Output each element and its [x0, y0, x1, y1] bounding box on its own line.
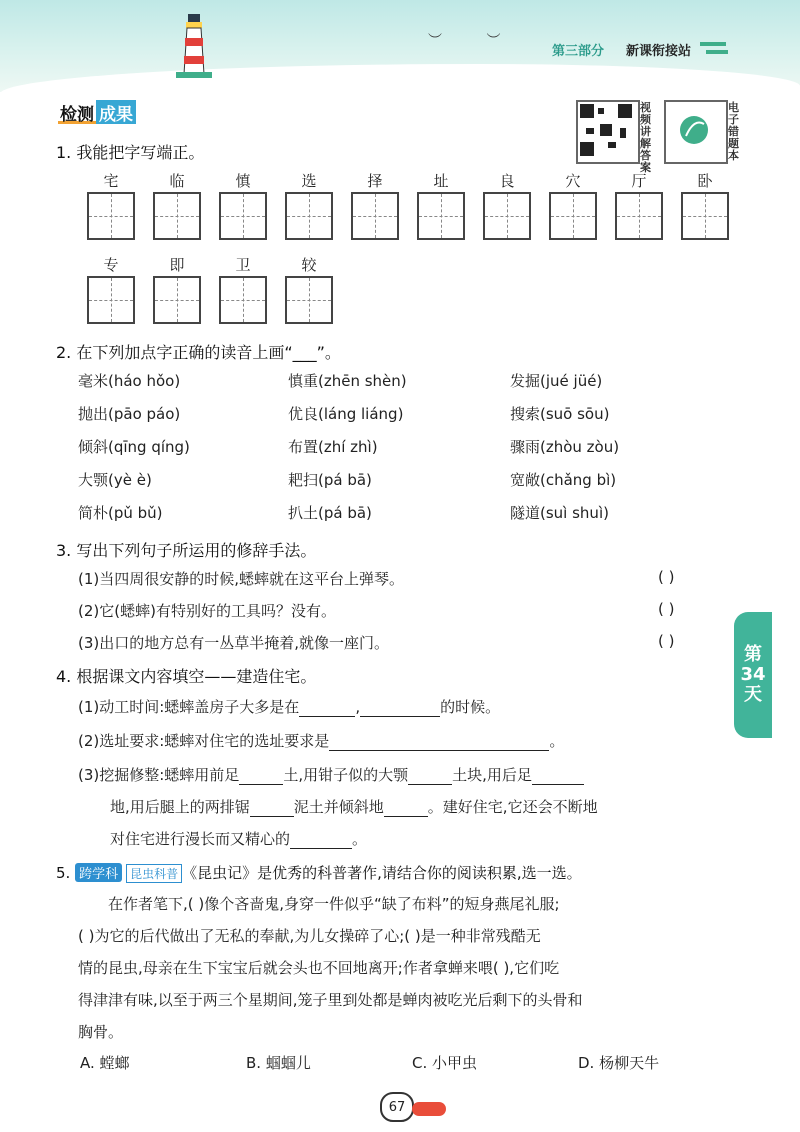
char-cell: [474, 170, 540, 240]
side-tab-b: 34: [740, 664, 766, 685]
q3-sentence: (2)它(蟋蟀)有特别好的工具吗？没有。: [78, 602, 336, 620]
fill-blank[interactable]: [290, 832, 352, 849]
q4-line4: [110, 796, 598, 817]
q5-line: ( )为它的后代做出了无私的奉献,为儿女操碎了心;( )是一种非常残酷无: [78, 927, 541, 945]
answer-paren[interactable]: ( ): [658, 568, 675, 586]
option-d[interactable]: D. 杨柳天牛: [578, 1054, 660, 1072]
char-label: 专: [103, 256, 119, 274]
q4-line5: [110, 828, 367, 849]
writing-box[interactable]: [549, 192, 597, 240]
q4-text: 对住宅进行漫长而又精心的: [110, 830, 291, 848]
q4-title: 4. 根据课文内容填空——建造住宅。: [56, 667, 317, 686]
q4-text: 土块,用后足: [452, 766, 532, 784]
char-cell: [210, 254, 276, 324]
char-cell: [276, 170, 342, 240]
pinyin-item[interactable]: 优良(láng liáng): [288, 405, 404, 423]
q4-text: 地,用后腿上的两排锯: [110, 798, 250, 816]
header-deco-icon: [700, 36, 730, 56]
pinyin-item[interactable]: 搜索(suō sōu): [510, 405, 610, 423]
section-title: [58, 100, 136, 124]
q4-text: 。: [352, 830, 368, 848]
q1-row1: [78, 170, 738, 240]
q4-line3: [78, 764, 584, 785]
q4-text: ,: [355, 698, 361, 716]
q5-passage: [78, 888, 728, 1048]
lighthouse-icon: [176, 14, 212, 78]
char-cell: [78, 254, 144, 324]
char-cell: [144, 170, 210, 240]
section-title-a: 检测: [58, 100, 96, 124]
q3-sentence: (1)当四周很安静的时候,蟋蟀就在这平台上弹琴。: [78, 570, 405, 588]
q5-line: 情的昆虫,母亲在生下宝宝后就会头也不回地离开;作者拿蝉来喂( ),它们吃: [78, 959, 560, 977]
pinyin-item[interactable]: 抛出(pāo páo): [78, 405, 181, 423]
section-title-b: 成果: [96, 100, 136, 124]
fill-blank[interactable]: [384, 800, 428, 817]
answer-paren[interactable]: ( ): [658, 600, 675, 618]
pinyin-item[interactable]: 隧道(suì shuì): [510, 504, 609, 522]
writing-box[interactable]: [219, 276, 267, 324]
header-title: 新课衔接站: [626, 44, 692, 59]
writing-box[interactable]: [285, 192, 333, 240]
q4-text: (1)动工时间:蟋蟀盖房子大多是在: [78, 698, 300, 716]
writing-box[interactable]: [87, 276, 135, 324]
char-cell: [342, 170, 408, 240]
q5-line: 在作者笔下,( )像个吝啬鬼,身穿一件似乎“缺了布料”的短身燕尾礼服;: [108, 895, 560, 913]
char-cell: [78, 170, 144, 240]
writing-box[interactable]: [219, 192, 267, 240]
pinyin-item[interactable]: 扒土(pá bā): [288, 504, 372, 522]
fill-blank[interactable]: [408, 768, 452, 785]
pinyin-item[interactable]: 倾斜(qīng qíng): [78, 438, 190, 456]
q1-row2: [78, 254, 342, 324]
q4-text: 。建好住宅,它还会不断地: [427, 798, 598, 816]
char-cell: [672, 170, 738, 240]
writing-box[interactable]: [417, 192, 465, 240]
q4-line2: [78, 730, 564, 751]
char-label: 良: [499, 172, 515, 190]
q3-title: 3. 写出下列句子所运用的修辞手法。: [56, 541, 317, 560]
writing-box[interactable]: [153, 192, 201, 240]
q4-text: 土,用钳子似的大颚: [283, 766, 409, 784]
q4-text: (2)选址要求:蟋蟀对住宅的选址要求是: [78, 732, 330, 750]
pinyin-item[interactable]: 大颚(yè è): [78, 471, 152, 489]
q4-line1: [78, 696, 500, 717]
char-label: 卧: [697, 172, 713, 190]
q5-line: 胸骨。: [78, 1023, 124, 1041]
writing-box[interactable]: [483, 192, 531, 240]
birds-icon: ︶ ︶: [428, 33, 521, 49]
qr-label-video: 视频讲解答案: [640, 101, 651, 174]
char-label: 穴: [565, 172, 581, 190]
q4-text: 。: [549, 732, 565, 750]
char-label: 即: [169, 256, 185, 274]
side-tab-a: 第: [744, 644, 762, 665]
writing-box[interactable]: [87, 192, 135, 240]
writing-box[interactable]: [153, 276, 201, 324]
fill-blank[interactable]: [329, 734, 549, 751]
qr-label-mistakes: 电子错题本: [728, 101, 739, 162]
writing-box[interactable]: [351, 192, 399, 240]
q1-title: 1. 我能把字写端正。: [56, 143, 205, 162]
char-label: 址: [433, 172, 449, 190]
pinyin-item[interactable]: 简朴(pǔ bǔ): [78, 504, 163, 522]
q5-line: 得津津有味,以至于两三个星期间,笼子里到处都是蝉肉被吃光后剩下的头骨和: [78, 991, 583, 1009]
char-label: 慎: [235, 172, 251, 190]
qr-pattern-icon: [578, 102, 634, 158]
char-cell: [210, 170, 276, 240]
option-b[interactable]: B. 蝈蝈儿: [246, 1054, 311, 1072]
q5-num: 5.: [56, 864, 71, 882]
char-label: 卫: [235, 256, 251, 274]
leaf-logo-icon: [666, 102, 722, 158]
pinyin-item[interactable]: 慎重(zhēn shèn): [288, 372, 407, 390]
tag-insect-science: 昆虫科普: [126, 864, 182, 883]
q4-text: 泥土并倾斜地: [293, 798, 384, 816]
char-label: 较: [301, 256, 317, 274]
option-a[interactable]: A. 螳螂: [80, 1054, 130, 1072]
char-cell: [276, 254, 342, 324]
fill-blank[interactable]: [239, 768, 283, 785]
answer-paren[interactable]: ( ): [658, 632, 675, 650]
day-side-tab: [734, 612, 772, 738]
char-cell: [408, 170, 474, 240]
char-cell: [606, 170, 672, 240]
q3-sentence: (3)出口的地方总有一丛草半掩着,就像一座门。: [78, 634, 390, 652]
char-label: 临: [169, 172, 185, 190]
fill-blank[interactable]: [250, 800, 294, 817]
char-label: 宅: [103, 172, 119, 190]
submarine-icon: [412, 1102, 446, 1116]
fill-blank[interactable]: [299, 700, 355, 717]
page-number: 67: [380, 1092, 414, 1122]
pinyin-item[interactable]: 宽敞(chǎng bì): [510, 471, 617, 489]
q4-text: 的时候。: [440, 698, 501, 716]
side-tab-c: 天: [744, 684, 762, 705]
fill-blank[interactable]: [360, 700, 440, 717]
q5-title: [56, 862, 582, 883]
option-c[interactable]: C. 小甲虫: [412, 1054, 478, 1072]
writing-box[interactable]: [681, 192, 729, 240]
writing-box[interactable]: [615, 192, 663, 240]
q5-intro: 《昆虫记》是优秀的科普著作,请结合你的阅读积累,选一选。: [182, 864, 582, 882]
pinyin-item[interactable]: 毫米(háo hǒo): [78, 372, 181, 390]
header-part: 第三部分: [552, 44, 605, 59]
char-label: 选: [301, 172, 317, 190]
pinyin-item[interactable]: 发掘(jué jüé): [510, 372, 603, 390]
pinyin-item[interactable]: 耙扫(pá bā): [288, 471, 372, 489]
char-label: 择: [367, 172, 383, 190]
fill-blank[interactable]: [532, 768, 584, 785]
tag-cross-subject: 跨学科: [75, 863, 122, 882]
char-cell: [540, 170, 606, 240]
pinyin-item[interactable]: 布置(zhí zhì): [288, 438, 378, 456]
writing-box[interactable]: [285, 276, 333, 324]
qr-code-video[interactable]: [576, 100, 640, 164]
q4-text: (3)挖掘修整:蟋蟀用前足: [78, 766, 240, 784]
char-cell: [144, 254, 210, 324]
pinyin-item[interactable]: 骤雨(zhòu zòu): [510, 438, 620, 456]
q2-title: 2. 在下列加点字正确的读音上画“___”。: [56, 343, 341, 362]
qr-code-mistakes[interactable]: [664, 100, 728, 164]
char-label: 厅: [631, 172, 647, 190]
